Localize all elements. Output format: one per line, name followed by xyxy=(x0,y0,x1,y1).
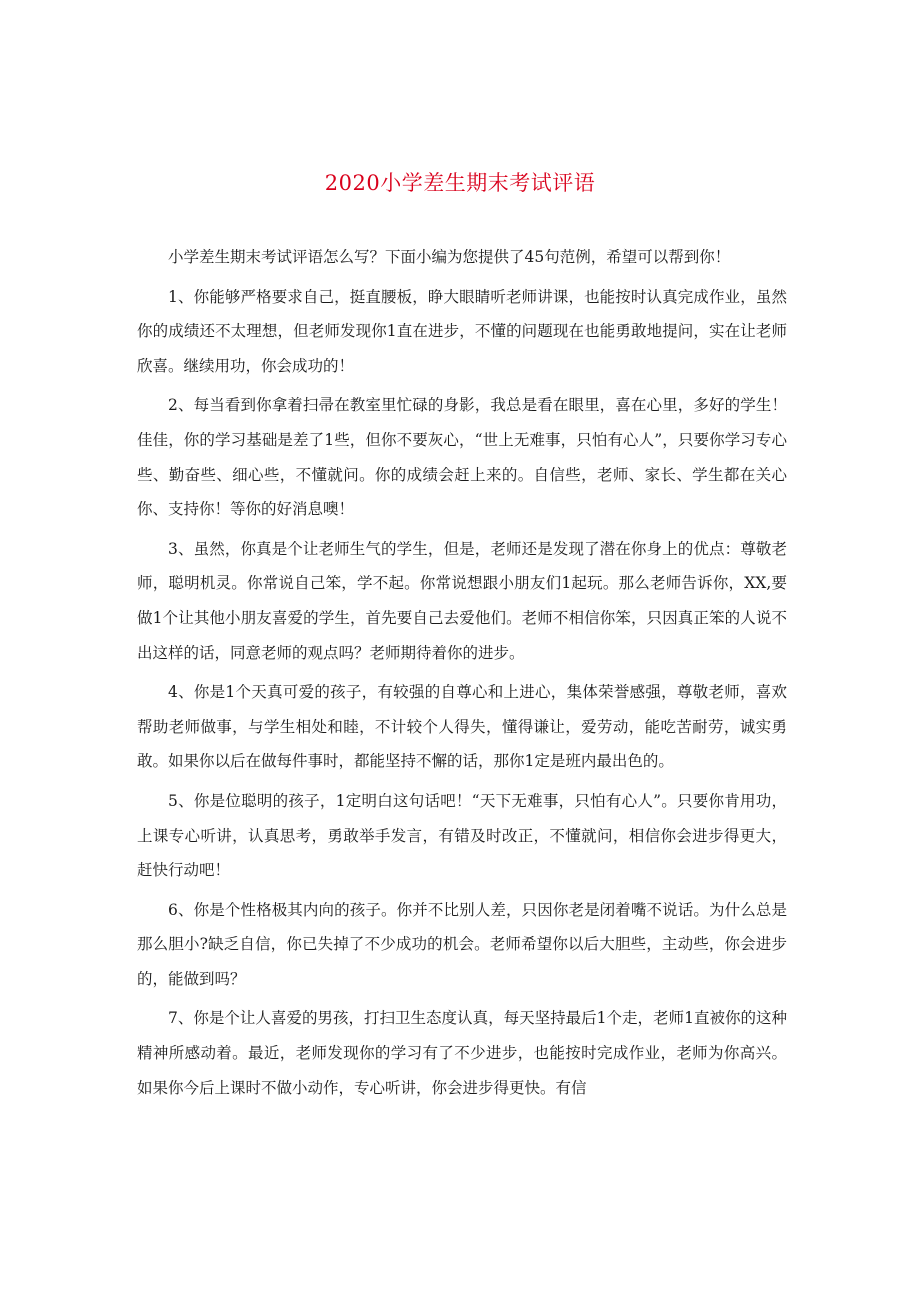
document-body xyxy=(137,240,787,1105)
comment-paragraph-1: 1、你能够严格要求自己，挺直腰板，睁大眼睛听老师讲课，也能按时认真完成作业，虽然你的成绩还不太理想，但老师发现你1直在进步，不懂的问题现在也能勇敢地提问，实在让老师欣喜。继续用功，你会成功的！ xyxy=(137,287,787,375)
document-title: 2020小学差生期末考试评语 xyxy=(324,171,596,195)
intro-paragraph: 小学差生期末考试评语怎么写？下面小编为您提供了45句范例，希望可以帮到你！ xyxy=(168,248,731,266)
comment-paragraph-6: 6、你是个性格极其内向的孩子。你并不比别人差，只因你老是闭着嘴不说话。为什么总是那么胆小?缺乏自信，你已失掉了不少成功的机会。老师希望你以后大胆些，主动些，你会进步的，能做到吗？ xyxy=(137,900,787,988)
comment-paragraph-2: 2、每当看到你拿着扫帚在教室里忙碌的身影，我总是看在眼里，喜在心里，多好的学生！佳佳，你的学习基础是差了1些，但你不要灰心，“世上无难事，只怕有心人”，只要你学习专心些、勤奋些、细心些，不懂就问。你的成绩会赶上来的。自信些，老师、家长、学生都在关心你、支持你！等你的好消息噢！ xyxy=(137,396,787,519)
comment-paragraph-5: 5、你是位聪明的孩子，1定明白这句话吧！“天下无难事，只怕有心人”。只要你肯用功，上课专心听讲，认真思考，勇敢举手发言，有错及时改正，不懂就问，相信你会进步得更大，赶快行动吧！ xyxy=(137,791,787,880)
comment-paragraph-4: 4、你是1个天真可爱的孩子，有较强的自尊心和上进心，集体荣誉感强，尊敬老师，喜欢帮助老师做事，与学生相处和睦，不计较个人得失，懂得谦让，爱劳动，能吃苦耐劳，诚实勇敢。如果你以后在做每件事时，都能坚持不懈的话，那你1定是班内最出色的。 xyxy=(137,683,787,771)
comment-paragraph-7: 7、你是个让人喜爱的男孩，打扫卫生态度认真，每天坚持最后1个走，老师1直被你的这种精神所感动着。最近，老师发现你的学习有了不少进步，也能按时完成作业，老师为你高兴。如果你今后上课时不做小动作，专心听讲，你会进步得更快。有信 xyxy=(137,1009,787,1097)
comment-paragraph-3: 3、虽然，你真是个让老师生气的学生，但是，老师还是发现了潜在你身上的优点：尊敬老师，聪明机灵。你常说自己笨，学不起。你常说想跟小朋友们1起玩。那么老师告诉你，XX,要做1个让其他小朋友喜爱的学生，首先要自己去爱他们。老师不相信你笨，只因真正笨的人说不出这样的话，同意老师的观点吗？老师期待着你的进步。 xyxy=(137,539,787,662)
